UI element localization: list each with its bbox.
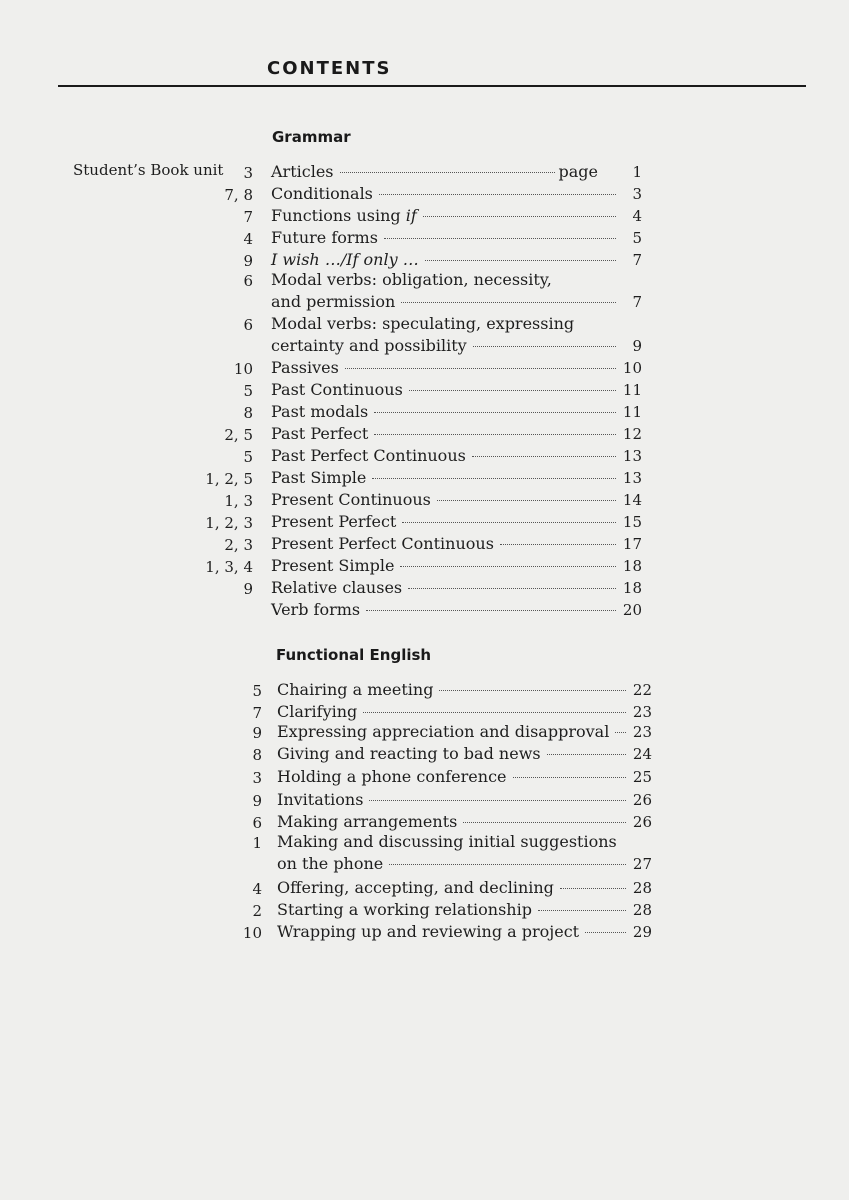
toc-entry bbox=[271, 379, 642, 401]
unit-number: 9 bbox=[243, 252, 253, 270]
page-number: 25 bbox=[632, 768, 652, 786]
toc-entry bbox=[271, 599, 642, 621]
unit-number: 10 bbox=[242, 924, 262, 942]
toc-entry bbox=[277, 743, 652, 765]
entry-title bbox=[277, 811, 457, 833]
entry-title-text: Future forms bbox=[271, 228, 378, 247]
page-title: CONTENTS bbox=[267, 58, 392, 79]
dot-leader bbox=[538, 910, 626, 911]
entry-title-line: Modal verbs: obligation, necessity, bbox=[271, 270, 552, 289]
entry-title bbox=[271, 161, 334, 183]
page-number: 9 bbox=[632, 337, 642, 355]
unit-number: 7 bbox=[243, 208, 253, 226]
page-number: 11 bbox=[622, 403, 642, 421]
page-number: 14 bbox=[622, 491, 642, 509]
entry-title bbox=[277, 701, 357, 723]
toc-entry bbox=[271, 227, 642, 249]
page-number: 7 bbox=[632, 251, 642, 269]
entry-title-text: Holding a phone conference bbox=[277, 767, 507, 786]
page-number: 5 bbox=[632, 229, 642, 247]
entry-title-text: Invitations bbox=[277, 790, 364, 809]
dot-leader bbox=[379, 194, 616, 195]
page-number: 15 bbox=[622, 513, 642, 531]
entry-title-text: Present Perfect bbox=[271, 512, 397, 531]
unit-number: 10 bbox=[233, 360, 253, 378]
toc-entry bbox=[277, 853, 652, 875]
entry-title bbox=[271, 445, 466, 467]
entry-title-text: Past Continuous bbox=[271, 380, 403, 399]
unit-number: 2, 3 bbox=[224, 536, 253, 554]
dot-leader bbox=[409, 390, 616, 391]
dot-leader bbox=[363, 712, 626, 713]
dot-leader bbox=[500, 544, 616, 545]
entry-title bbox=[277, 743, 541, 765]
unit-column-label: Student’s Book unit bbox=[73, 161, 224, 179]
toc-entry bbox=[277, 789, 652, 811]
dot-leader bbox=[389, 864, 626, 865]
title-rule bbox=[58, 85, 806, 87]
toc-entry bbox=[271, 161, 642, 183]
unit-number: 4 bbox=[252, 880, 262, 898]
dot-leader bbox=[345, 368, 616, 369]
entry-title-text: Articles bbox=[271, 162, 334, 181]
dot-leader bbox=[513, 777, 627, 778]
unit-number: 5 bbox=[243, 448, 253, 466]
dot-leader bbox=[437, 500, 616, 501]
dot-leader bbox=[340, 172, 555, 173]
unit-number: 1, 2, 5 bbox=[205, 470, 253, 488]
entry-title bbox=[271, 183, 373, 205]
dot-leader bbox=[463, 822, 626, 823]
page-number: 28 bbox=[632, 901, 652, 919]
toc-entry bbox=[271, 467, 642, 489]
dot-leader bbox=[402, 522, 616, 523]
toc-entry bbox=[271, 445, 642, 467]
entry-title-italic: if bbox=[405, 206, 417, 225]
dot-leader bbox=[473, 346, 616, 347]
entry-title-text: Passives bbox=[271, 358, 339, 377]
entry-title bbox=[277, 789, 363, 811]
entry-title-text: Verb forms bbox=[271, 600, 361, 619]
page-number: 12 bbox=[622, 425, 642, 443]
dot-leader bbox=[472, 456, 616, 457]
page-number: 29 bbox=[632, 923, 652, 941]
dot-leader bbox=[615, 732, 626, 733]
page-number: 4 bbox=[632, 207, 642, 225]
grammar-heading: Grammar bbox=[272, 128, 351, 146]
entry-title-line: certainty and possibility bbox=[271, 336, 467, 355]
dot-leader bbox=[384, 238, 616, 239]
entry-title bbox=[277, 853, 383, 875]
unit-number: 3 bbox=[252, 769, 262, 787]
entry-title-italic: I wish …/If only … bbox=[271, 250, 419, 269]
entry-title bbox=[271, 599, 360, 621]
dot-leader bbox=[372, 478, 616, 479]
entry-title-text: Past Perfect bbox=[271, 424, 369, 443]
dot-leader bbox=[374, 412, 616, 413]
entry-title bbox=[277, 921, 579, 943]
entry-title bbox=[271, 401, 368, 423]
entry-title-line: Modal verbs: speculating, expressing bbox=[271, 314, 575, 333]
entry-title-text: Past Simple bbox=[271, 468, 367, 487]
page-number: 22 bbox=[632, 681, 652, 699]
entry-title-text: Clarifying bbox=[277, 702, 358, 721]
dot-leader bbox=[374, 434, 616, 435]
unit-number: 1, 2, 3 bbox=[205, 514, 253, 532]
entry-title-text: Starting a working relationship bbox=[277, 900, 532, 919]
dot-leader bbox=[400, 566, 616, 567]
page-column-label: page bbox=[558, 162, 598, 181]
page-number: 13 bbox=[622, 469, 642, 487]
toc-entry bbox=[271, 183, 642, 205]
dot-leader bbox=[369, 800, 626, 801]
entry-title bbox=[277, 899, 532, 921]
dot-leader bbox=[425, 260, 616, 261]
entry-title bbox=[277, 766, 507, 788]
entry-title-line: on the phone bbox=[277, 854, 384, 873]
toc-entry bbox=[271, 489, 642, 511]
page-number: 28 bbox=[632, 879, 652, 897]
dot-leader bbox=[408, 588, 616, 589]
unit-number: 1, 3, 4 bbox=[205, 558, 253, 576]
page-number: 10 bbox=[622, 359, 642, 377]
unit-number: 6 bbox=[252, 814, 262, 832]
toc-entry bbox=[271, 249, 642, 271]
toc-entry bbox=[277, 899, 652, 921]
unit-number: 3 bbox=[243, 164, 253, 182]
page-number: 27 bbox=[632, 855, 652, 873]
unit-number: 2, 5 bbox=[224, 426, 253, 444]
unit-number: 9 bbox=[243, 580, 253, 598]
unit-number: 9 bbox=[252, 724, 262, 742]
toc-entry bbox=[271, 291, 642, 313]
entry-title bbox=[271, 577, 402, 599]
toc-entry bbox=[277, 721, 652, 743]
entry-title bbox=[271, 533, 494, 555]
functional-heading: Functional English bbox=[276, 646, 432, 664]
toc-entry bbox=[271, 511, 642, 533]
toc-entry bbox=[271, 555, 642, 577]
toc-entry bbox=[277, 877, 652, 899]
entry-title bbox=[271, 467, 366, 489]
page-number: 7 bbox=[632, 293, 642, 311]
unit-number: 7 bbox=[252, 704, 262, 722]
unit-number: 6 bbox=[243, 316, 253, 334]
toc-entry bbox=[271, 577, 642, 599]
page-number: 3 bbox=[632, 185, 642, 203]
entry-title-text: Chairing a meeting bbox=[277, 680, 434, 699]
entry-title-text: Expressing appreciation and disapproval bbox=[277, 722, 610, 741]
dot-leader bbox=[560, 888, 626, 889]
page-number: 23 bbox=[632, 723, 652, 741]
toc-entry bbox=[277, 701, 652, 723]
unit-number: 7, 8 bbox=[224, 186, 253, 204]
unit-number: 2 bbox=[252, 902, 262, 920]
entry-title-text: Making arrangements bbox=[277, 812, 458, 831]
entry-title bbox=[271, 205, 417, 227]
entry-title-text: Offering, accepting, and declining bbox=[277, 878, 554, 897]
page-number: 18 bbox=[622, 557, 642, 575]
entry-title-text: Relative clauses bbox=[271, 578, 403, 597]
entry-title bbox=[277, 679, 433, 701]
entry-title bbox=[271, 357, 339, 379]
page-number: 20 bbox=[622, 601, 642, 619]
entry-title bbox=[271, 489, 431, 511]
entry-title-text: Past modals bbox=[271, 402, 369, 421]
dot-leader bbox=[585, 932, 626, 933]
unit-number: 1 bbox=[252, 834, 262, 852]
page-number: 26 bbox=[632, 813, 652, 831]
toc-entry bbox=[271, 205, 642, 227]
unit-number: 4 bbox=[243, 230, 253, 248]
unit-number: 8 bbox=[252, 746, 262, 764]
page-number: 18 bbox=[622, 579, 642, 597]
unit-number: 5 bbox=[243, 382, 253, 400]
entry-title-text: Giving and reacting to bad news bbox=[277, 744, 541, 763]
unit-number: 6 bbox=[243, 272, 253, 290]
toc-entry bbox=[277, 679, 652, 701]
toc-entry bbox=[271, 423, 642, 445]
entry-title-text: Conditionals bbox=[271, 184, 373, 203]
toc-entry bbox=[277, 811, 652, 833]
page-number: 1 bbox=[632, 163, 642, 181]
dot-leader bbox=[401, 302, 616, 303]
page-number: 26 bbox=[632, 791, 652, 809]
entry-title bbox=[271, 555, 394, 577]
toc-entry bbox=[277, 766, 652, 788]
page-number: 13 bbox=[622, 447, 642, 465]
unit-number: 5 bbox=[252, 682, 262, 700]
entry-title bbox=[271, 227, 378, 249]
toc-entry bbox=[271, 401, 642, 423]
entry-title-text: Past Perfect Continuous bbox=[271, 446, 466, 465]
entry-title bbox=[277, 721, 609, 743]
entry-title bbox=[271, 423, 368, 445]
dot-leader bbox=[439, 690, 626, 691]
entry-title bbox=[271, 249, 419, 271]
entry-title-line: Making and discussing initial suggestions bbox=[277, 832, 617, 851]
dot-leader bbox=[423, 216, 616, 217]
dot-leader bbox=[547, 754, 626, 755]
entry-title bbox=[277, 877, 554, 899]
toc-entry bbox=[277, 921, 652, 943]
entry-title-line: and permission bbox=[271, 292, 396, 311]
entry-title-text: Functions using bbox=[271, 206, 406, 225]
entry-title bbox=[271, 335, 467, 357]
entry-title-text: Present Continuous bbox=[271, 490, 431, 509]
entry-title bbox=[271, 291, 395, 313]
entry-title-text: Present Perfect Continuous bbox=[271, 534, 494, 553]
page-number: 23 bbox=[632, 703, 652, 721]
unit-number: 1, 3 bbox=[224, 492, 253, 510]
entry-title-text: Present Simple bbox=[271, 556, 395, 575]
toc-entry bbox=[271, 335, 642, 357]
toc-entry bbox=[271, 357, 642, 379]
unit-number: 8 bbox=[243, 404, 253, 422]
toc-entry bbox=[271, 533, 642, 555]
entry-title-text: Wrapping up and reviewing a project bbox=[277, 922, 580, 941]
page-number: 24 bbox=[632, 745, 652, 763]
entry-title bbox=[271, 511, 396, 533]
dot-leader bbox=[366, 610, 616, 611]
page-number: 17 bbox=[622, 535, 642, 553]
unit-number: 9 bbox=[252, 792, 262, 810]
page-number: 11 bbox=[622, 381, 642, 399]
entry-title bbox=[271, 379, 403, 401]
